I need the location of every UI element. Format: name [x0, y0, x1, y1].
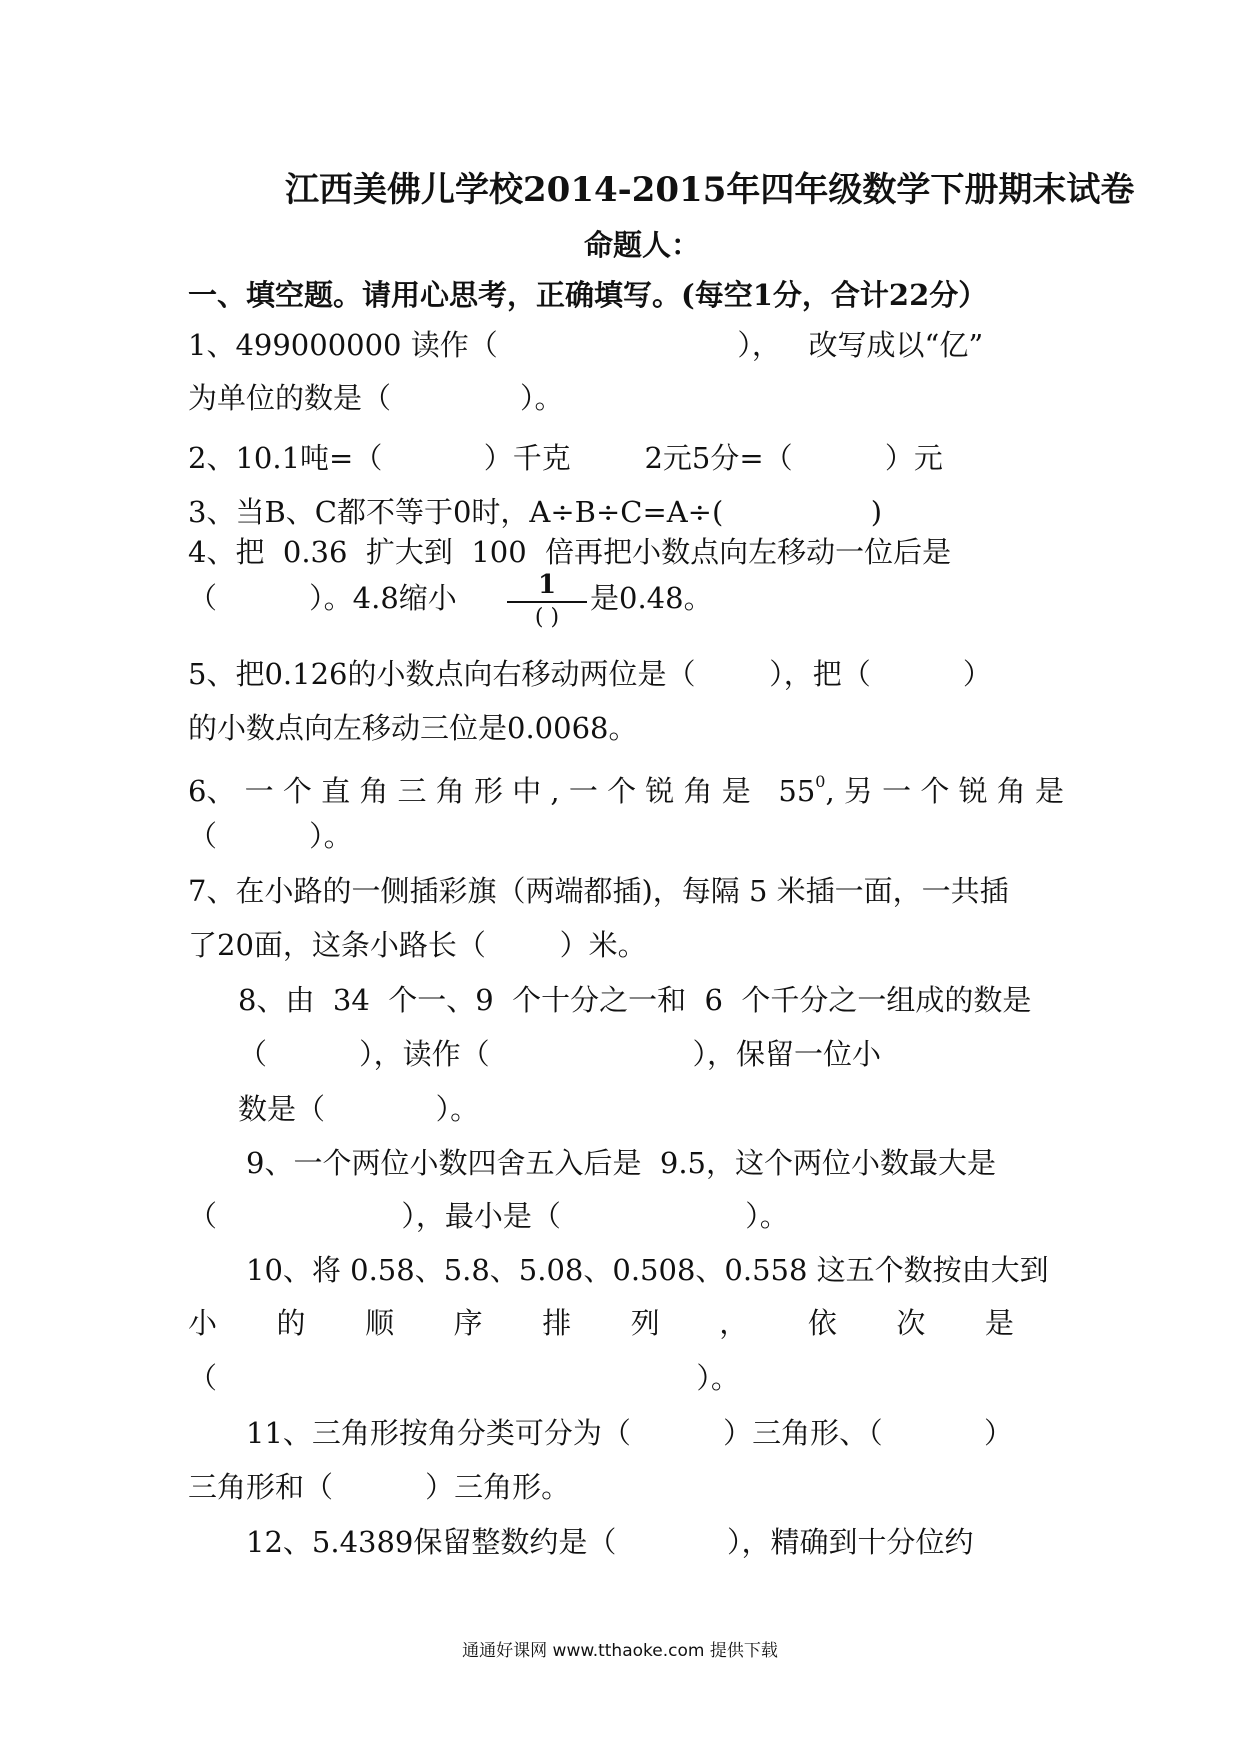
spread-char: 是 — [984, 1306, 1014, 1340]
question-10-line-2 — [188, 1305, 1014, 1341]
footer: 通通好课网 www.tthaoke.com 提供下载 — [462, 1641, 778, 1661]
question-1-line-2: 为单位的数是（ ）。 — [188, 381, 564, 415]
question-7-line-2: 了20面，这条小路长（ ）米。 — [188, 928, 647, 962]
page-title: 江西美佛儿学校2014-2015年四年级数学下册期末试卷 — [285, 170, 1135, 210]
section-heading: 一、填空题。请用心思考，正确填写。(每空1分，合计22分） — [188, 278, 988, 312]
author-line: 命题人： — [584, 228, 701, 262]
question-4-line-1: 4、把 0.36 扩大到 100 倍再把小数点向左移动一位后是 — [188, 535, 952, 569]
fraction — [507, 570, 587, 631]
spread-char: 列 — [630, 1306, 660, 1340]
question-7-line-1: 7、在小路的一侧插彩旗（两端都插)，每隔 5 米插一面，一共插 — [188, 874, 1009, 908]
question-2: 2、10.1吨=（ ）千克 2元5分=（ ）元 — [188, 441, 943, 475]
spread-char: 序 — [453, 1306, 483, 1340]
question-5-line-1: 5、把0.126的小数点向右移动两位是（ ），把（ ） — [188, 657, 992, 691]
spread-char: 小 — [188, 1306, 218, 1340]
question-3: 3、当B、C都不等于0时，A÷B÷C=A÷( ) — [188, 495, 883, 529]
spread-char: 次 — [896, 1306, 926, 1340]
question-5-line-2: 的小数点向左移动三位是0.0068。 — [188, 711, 638, 745]
question-6-line-2: （ ）。 — [188, 819, 353, 853]
question-6-text-b: , 另 一 个 锐 角 是 — [825, 774, 1065, 808]
question-9-line-1: 9、一个两位小数四舍五入后是 9.5，这个两位小数最大是 — [246, 1146, 997, 1180]
spread-char: 顺 — [365, 1306, 395, 1340]
question-10-line-1: 10、将 0.58、5.8、5.08、0.508、0.558 这五个数按由大到 — [246, 1253, 1049, 1287]
question-4-line-2a: （ ）。4.8缩小 — [188, 581, 457, 615]
degree-superscript: 0 — [815, 772, 826, 791]
fraction-numerator: 1 — [537, 570, 557, 600]
question-11-line-1: 11、三角形按角分类可分为（ ）三角形、（ ） — [246, 1416, 1013, 1450]
spread-char: ， — [719, 1306, 749, 1340]
question-4-line-2b: 是0.48。 — [590, 581, 713, 615]
question-9-line-2: （ ），最小是（ ）。 — [188, 1199, 789, 1233]
fraction-denominator: ( ) — [534, 605, 560, 630]
question-10-line-3: （ ）。 — [188, 1361, 740, 1395]
question-8-line-2: （ ），读作（ ），保留一位小 — [238, 1037, 881, 1071]
question-6-line-1 — [188, 764, 1064, 809]
spread-char: 依 — [807, 1306, 837, 1340]
question-8-line-3: 数是（ ）。 — [238, 1092, 480, 1126]
question-12-line-1: 12、5.4389保留整数约是（ ），精确到十分位约 — [246, 1525, 974, 1559]
question-8-line-1: 8、由 34 个一、9 个十分之一和 6 个千分之一组成的数是 — [238, 983, 1032, 1017]
fraction-bar — [507, 601, 587, 603]
question-1-line-1: 1、499000000 读作（ ）， 改写成以“亿” — [188, 328, 984, 362]
spread-char: 的 — [276, 1306, 306, 1340]
question-6-text-a: 6、 一 个 直 角 三 角 形 中 , 一 个 锐 角 是 55 — [188, 774, 816, 808]
spread-char: 排 — [542, 1306, 572, 1340]
question-11-line-2: 三角形和（ ）三角形。 — [188, 1470, 571, 1504]
